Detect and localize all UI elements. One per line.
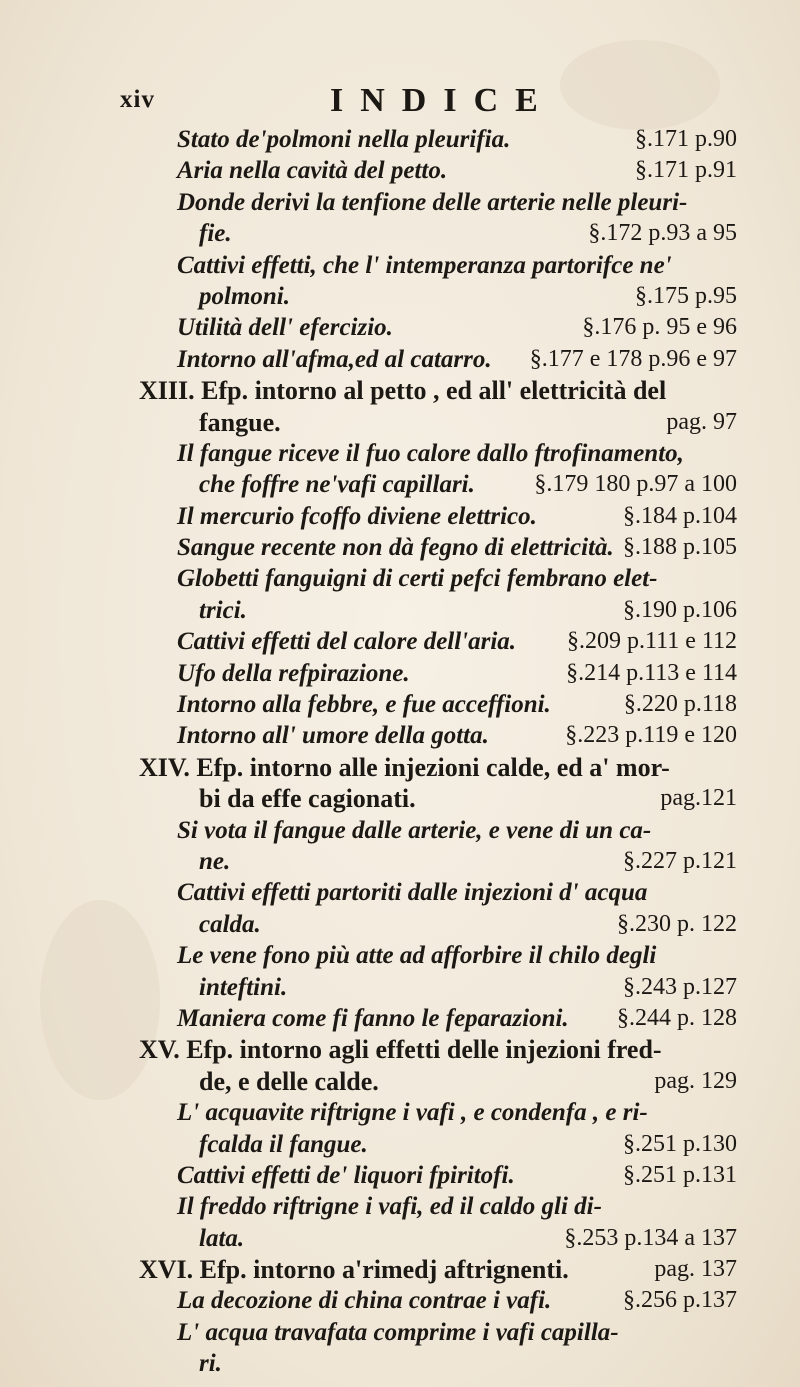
entry-text: XIV. Efp. intorno alle injezioni calde, ed a' mor- <box>139 752 670 782</box>
index-line <box>177 689 737 720</box>
entry-text: trici. <box>199 596 247 624</box>
entry-text: inteftini. <box>199 973 288 1001</box>
index-line <box>177 532 737 563</box>
index-line <box>177 783 737 814</box>
entry-text: XIII. Efp. intorno al petto , ed all' elettricità del <box>139 376 667 406</box>
index-entry <box>177 626 737 657</box>
entry-text: Il fangue riceve il fuo calore dallo ftrofinamento, <box>177 439 684 467</box>
index-line <box>177 218 737 249</box>
index-line <box>177 626 737 657</box>
entry-reference: §.230 p. 122 <box>617 910 737 937</box>
entry-text: Ufo della refpirazione. <box>177 659 410 687</box>
index-line <box>177 1003 737 1034</box>
index-line <box>177 469 737 500</box>
index-entry <box>177 250 737 313</box>
entry-text: Il mercurio fcoffo diviene elettrico. <box>177 502 537 530</box>
index-line <box>177 815 737 846</box>
entry-reference: §.171 p.90 <box>635 126 737 152</box>
entry-reference: §.243 p.127 <box>623 973 737 1000</box>
index-entry <box>177 689 737 720</box>
index-line <box>177 250 737 281</box>
entry-reference: §.176 p. 95 e 96 <box>582 314 737 341</box>
index-entry <box>177 312 737 343</box>
index-line <box>177 1066 737 1097</box>
entry-text: fangue. <box>199 407 281 437</box>
index-entry <box>177 1097 737 1160</box>
index-entry <box>177 344 737 375</box>
entry-text: polmoni. <box>199 282 290 310</box>
index-line <box>177 1317 737 1348</box>
entry-reference: §.188 p.105 <box>623 534 737 561</box>
index-line <box>177 407 737 438</box>
running-head: INDICE <box>330 82 555 119</box>
index-entry <box>177 187 737 250</box>
entry-reference: §.190 p.106 <box>623 596 737 623</box>
entry-reference: §.223 p.119 e 120 <box>565 722 737 749</box>
index-entry <box>177 815 737 878</box>
entry-text: Stato de'polmoni nella pleurifia. <box>177 126 511 153</box>
index-line <box>177 846 737 877</box>
index-entry <box>177 124 737 155</box>
index-line <box>177 1285 737 1316</box>
entry-text: Maniera come fi fanno le feparazioni. <box>177 1004 569 1032</box>
paper-stain <box>40 900 160 1100</box>
entry-reference: pag. 129 <box>654 1067 737 1094</box>
entry-text: Cattivi effetti de' liquori fpiritofi. <box>177 1161 515 1189</box>
index-line <box>177 720 737 751</box>
entry-text: Cattivi effetti partoriti dalle injezioni d' acqua <box>177 879 648 907</box>
entry-reference: §.244 p. 128 <box>617 1004 737 1031</box>
index-line <box>177 1223 737 1254</box>
index-entry <box>177 1160 737 1191</box>
entry-reference: pag. 97 <box>666 408 737 435</box>
index-line <box>177 1129 737 1160</box>
index-entry <box>177 720 737 751</box>
index-entry <box>177 438 737 501</box>
index-line <box>139 1254 737 1285</box>
index-line <box>177 595 737 626</box>
index-line <box>177 281 737 312</box>
entry-text: Utilità dell' efercizio. <box>177 314 393 342</box>
entry-text: Cattivi effetti, che l' intemperanza partorifce ne' <box>177 251 672 279</box>
entry-text: lata. <box>199 1224 245 1252</box>
entry-text: ri. <box>199 1350 222 1378</box>
entry-text: L' acqua travafata comprime i vafi capilla- <box>177 1318 619 1346</box>
entry-reference: §.209 p.111 e 112 <box>567 628 737 655</box>
entry-text: Sangue recente non dà fegno di elettricità. <box>177 534 614 562</box>
entry-text: Intorno alla febbre, e fue acceffioni. <box>177 691 551 719</box>
entry-text: Il freddo riftrigne i vafi, ed il caldo gli di- <box>177 1193 602 1221</box>
index-entry <box>177 658 737 689</box>
index-line <box>177 877 737 908</box>
index-line <box>177 187 737 218</box>
index-entry <box>177 877 737 940</box>
index-line <box>177 563 737 594</box>
index-entry <box>177 1191 737 1254</box>
index-entry <box>177 1317 737 1380</box>
entry-reference: §.184 p.104 <box>623 502 737 529</box>
index-section-entry <box>139 1034 737 1097</box>
entry-text: ne. <box>199 847 231 875</box>
index-entry <box>177 563 737 626</box>
index-line <box>139 1034 737 1065</box>
index-line <box>177 1348 737 1379</box>
index-entry <box>177 1003 737 1034</box>
page-header <box>120 82 720 122</box>
entry-text: Intorno all'afma,ed al catarro. <box>177 345 492 373</box>
entry-reference: §.256 p.137 <box>623 1287 737 1314</box>
entry-reference: pag. 137 <box>654 1256 737 1283</box>
entry-reference: §.253 p.134 a 137 <box>564 1224 737 1251</box>
entry-reference: §.177 e 178 p.96 e 97 <box>529 345 737 372</box>
index-section-entry <box>139 752 737 815</box>
index-line <box>177 344 737 375</box>
entry-text: L' acquavite riftrigne i vafi , e condenfa , e ri- <box>177 1099 648 1127</box>
index-entry <box>177 155 737 186</box>
index-line <box>177 1097 737 1128</box>
entry-text: fie. <box>199 220 232 248</box>
entry-text: che foffre ne'vafi capillari. <box>199 471 475 499</box>
entry-text: Globetti fanguigni di certi pefci fembrano elet- <box>177 565 658 593</box>
entry-reference: §.171 p.91 <box>635 157 737 184</box>
index-line <box>177 501 737 532</box>
index-line <box>177 658 737 689</box>
index-entry <box>177 1285 737 1316</box>
entry-reference: §.214 p.113 e 114 <box>566 659 737 686</box>
index-line <box>177 909 737 940</box>
index-entries <box>139 124 737 1380</box>
entry-text: Donde derivi la tenfione delle arterie nelle pleuri- <box>177 188 688 216</box>
entry-text: Aria nella cavità del petto. <box>177 157 448 185</box>
entry-text: Intorno all' umore della gotta. <box>177 722 489 750</box>
entry-text: de, e delle calde. <box>199 1066 379 1096</box>
entry-reference: pag.121 <box>660 785 737 812</box>
entry-text: calda. <box>199 910 261 938</box>
entry-reference: §.251 p.131 <box>623 1161 737 1188</box>
index-entry <box>177 940 737 1003</box>
entry-reference: §.227 p.121 <box>623 847 737 874</box>
entry-text: XV. Efp. intorno agli effetti delle injezioni fred- <box>139 1035 662 1065</box>
entry-text: La decozione di china contrae i vafi. <box>177 1287 552 1315</box>
index-line <box>139 375 737 406</box>
index-line <box>177 940 737 971</box>
index-line <box>177 155 737 186</box>
entry-text: fcalda il fangue. <box>199 1130 368 1158</box>
entry-text: XVI. Efp. intorno a'rimedj aftrignenti. <box>139 1255 569 1285</box>
index-line <box>177 438 737 469</box>
entry-reference: §.175 p.95 <box>635 282 737 309</box>
entry-text: Si vota il fangue dalle arterie, e vene di un ca- <box>177 816 652 844</box>
index-line <box>177 124 737 155</box>
index-line <box>177 972 737 1003</box>
entry-reference: §.172 p.93 a 95 <box>588 220 737 247</box>
index-section-entry <box>139 375 737 438</box>
index-line <box>177 1160 737 1191</box>
index-line <box>139 752 737 783</box>
index-entry <box>177 532 737 563</box>
entry-text: Cattivi effetti del calore dell'aria. <box>177 628 517 656</box>
entry-reference: §.220 p.118 <box>623 691 737 718</box>
entry-reference: §.179 180 p.97 a 100 <box>534 471 737 498</box>
index-line <box>177 1191 737 1222</box>
entry-text: Le vene fono più atte ad afforbire il chilo degli <box>177 942 657 970</box>
page-number: xiv <box>120 86 155 113</box>
index-entry <box>177 501 737 532</box>
entry-reference: §.251 p.130 <box>623 1130 737 1157</box>
index-section-entry <box>139 1254 737 1285</box>
index-line <box>177 312 737 343</box>
entry-text: bi da effe cagionati. <box>199 784 416 814</box>
